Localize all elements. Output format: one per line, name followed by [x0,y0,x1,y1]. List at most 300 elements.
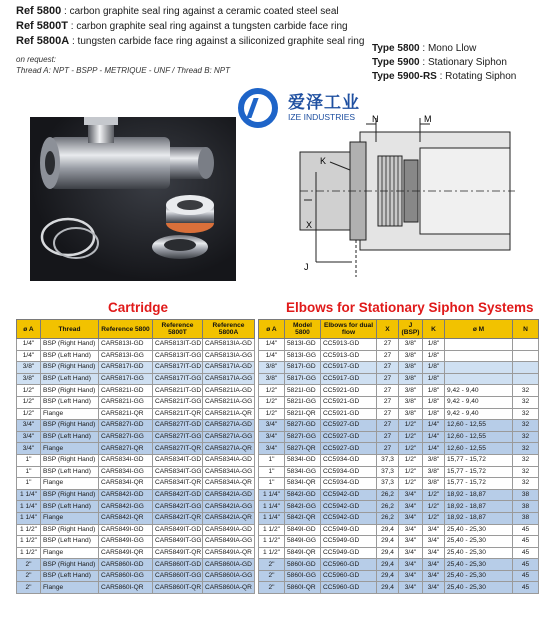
table-cell: 3/8" [17,373,41,385]
table-cell: CAR5834I-GG [99,466,153,478]
table-cell: CAR5821I-GD [99,385,153,397]
table-cell: CC5942-GD [321,501,377,513]
table-cell: CAR5834IA-QR [203,478,255,490]
table-cell: Flange [41,408,99,420]
table-cell: CAR5860I-GG [99,570,153,582]
table-cell: CC5921-GD [321,408,377,420]
cartridge-title: Cartridge [108,300,169,315]
col-header: K [423,320,445,339]
table-cell: 12,60 - 12,55 [445,420,513,432]
label-x: X [306,220,313,230]
table-cell: 1/2" [399,478,423,490]
table-cell: 27 [377,350,399,362]
table-cell: 29,4 [377,547,399,559]
table-cell: 5817I-GG [285,373,321,385]
table-row [17,420,539,432]
col-header: ø M [445,320,513,339]
table-cell: 27 [377,443,399,455]
table-cell: CAR5849IA-GD [203,524,255,536]
col-header: Reference 5800T [153,320,203,339]
table-cell: BSP (Left Hand) [41,570,99,582]
table-cell: CAR5813I-GG [99,350,153,362]
table-cell: CAR5817IT-GG [153,373,203,385]
table-cell: CC5942-GD [321,489,377,501]
ref-line-5800: Ref 5800 : carbon graphite seal ring against a ceramic coated steel seal [16,5,339,17]
logo-english-name: IZE INDUSTRIES [288,112,356,122]
table-cell: 1/2" [399,443,423,455]
table-cell: CAR5834IT-GD [153,454,203,466]
table-cell: 2" [17,559,41,571]
table-cell: BSP (Right Hand) [41,559,99,571]
table-cell: CAR5821IT-QR [153,408,203,420]
table-cell: CAR5842IT-GG [153,501,203,513]
table-cell: 5860I-GG [285,570,321,582]
product-table [16,319,539,594]
table-cell: 18,92 - 18,87 [445,512,513,524]
table-row [17,396,539,408]
table-cell: 1/2" [17,385,41,397]
product-photo [30,117,236,281]
table-cell: CAR5834I-GD [99,454,153,466]
table-cell: 25,40 - 25,30 [445,547,513,559]
table-row [17,559,539,571]
table-body [17,339,539,594]
table-cell: 27 [377,362,399,374]
table-cell: 32 [513,478,539,490]
label-j: J [304,262,309,272]
table-cell: 5849I-GG [285,536,321,548]
col-header: Reference 5800 [99,320,153,339]
table-cell: Flange [41,582,99,594]
table-cell: 3/4" [423,582,445,594]
table-cell: CAR5842IA-QR [203,512,255,524]
table-cell: 1/4" [423,431,445,443]
table-cell: 15,77 - 15,72 [445,466,513,478]
table-cell: 3/4" [399,547,423,559]
table-cell: Flange [41,547,99,559]
table-cell: CC5921-GD [321,385,377,397]
table-row [17,362,539,374]
table-cell: 25,40 - 25,30 [445,559,513,571]
logo-chinese-name: 爱泽工业 [288,93,360,112]
table-cell: 1/8" [423,385,445,397]
table-cell: CAR5860IA-QR [203,582,255,594]
table-cell: BSP (Left Hand) [41,501,99,513]
table-cell: CAR5827IT-GD [153,420,203,432]
table-cell: 3/4" [17,420,41,432]
table-cell: CAR5849I-QR [99,547,153,559]
table-cell: 5821I-GD [285,385,321,397]
table-cell: CAR5827I-GD [99,420,153,432]
table-row [17,385,539,397]
table-cell: 26,2 [377,501,399,513]
table-cell: 26,2 [377,489,399,501]
table-row [17,408,539,420]
table-cell: 37,3 [377,454,399,466]
table-cell: 25,40 - 25,30 [445,536,513,548]
table-cell: 3/8" [259,373,285,385]
table-cell: 9,42 - 9,40 [445,385,513,397]
table-cell: 32 [513,431,539,443]
table-cell: CC5913-GD [321,350,377,362]
table-cell: 3/4" [423,547,445,559]
table-cell: 1 1/4" [17,501,41,513]
table-cell: CAR5834IT-GG [153,466,203,478]
table-cell: 3/4" [399,501,423,513]
table-cell: 1 1/2" [17,547,41,559]
table-cell: 29,4 [377,582,399,594]
table-cell: 45 [513,582,539,594]
table-cell: 1/2" [399,466,423,478]
table-cell: 38 [513,489,539,501]
table-cell: BSP (Left Hand) [41,373,99,385]
table-cell: 5817I-GD [285,362,321,374]
table-cell: 5842I-GG [285,501,321,513]
table-cell: BSP (Right Hand) [41,420,99,432]
table-cell: 27 [377,396,399,408]
ref-line-5800t: Ref 5800T : carbon graphite seal ring against a tungsten carbide face ring [16,20,348,32]
table-cell: CAR5817IA-GG [203,373,255,385]
type-5800: Type 5800 : Mono Llow [372,43,477,54]
table-cell: 1 1/2" [259,536,285,548]
table-cell: CAR5813IA-GG [203,350,255,362]
table-cell: CAR5842I-QR [99,512,153,524]
col-header: Thread [41,320,99,339]
type-5900: Type 5900 : Stationary Siphon [372,57,507,68]
table-cell: 1/2" [423,512,445,524]
table-cell: CAR5817I-GG [99,373,153,385]
table-cell: CAR5834IA-GG [203,466,255,478]
table-row [17,512,539,524]
table-cell: 3/8" [399,339,423,351]
col-header: Model 5800 [285,320,321,339]
table-cell: CC5949-GD [321,547,377,559]
table-cell: CAR5821IT-GG [153,396,203,408]
table-cell: 5842I-GD [285,489,321,501]
table-cell: 3/4" [423,524,445,536]
col-header: X [377,320,399,339]
table-cell: CAR5860I-QR [99,582,153,594]
label-n: N [372,114,379,124]
table-row [17,489,539,501]
table-cell: 1/8" [423,350,445,362]
table-cell: 3/4" [259,443,285,455]
table-cell [445,373,513,385]
table-cell: CAR5821IT-GD [153,385,203,397]
table-cell: CC5934-GD [321,466,377,478]
table-cell: CC5917-GD [321,373,377,385]
table-cell: 27 [377,408,399,420]
table-cell: 45 [513,547,539,559]
table-cell: CC5913-GD [321,339,377,351]
table-cell: 3/8" [399,362,423,374]
table-cell [445,362,513,374]
table-cell: 1/8" [423,396,445,408]
table-cell: 1/2" [259,396,285,408]
table-cell: BSP (Left Hand) [41,536,99,548]
table-cell: 37,3 [377,478,399,490]
table-row [17,536,539,548]
table-cell: 5813I-GG [285,350,321,362]
table-cell: CAR5813I-GD [99,339,153,351]
table-cell: BSP (Right Hand) [41,385,99,397]
table-cell: 3/4" [17,443,41,455]
table-cell: 9,42 - 9,40 [445,396,513,408]
table-cell: 1 1/4" [259,512,285,524]
table-cell: CAR5849IT-GD [153,524,203,536]
table-cell: 5842I-QR [285,512,321,524]
logo-mark-icon [238,88,278,128]
table-cell: CAR5849IA-QR [203,547,255,559]
table-row [17,454,539,466]
table-row [17,431,539,443]
table-cell: CAR5849IT-GG [153,536,203,548]
table-cell: 29,4 [377,524,399,536]
table-cell: CAR5860I-GD [99,559,153,571]
table-cell: CAR5813IA-GD [203,339,255,351]
table-cell: 3/4" [17,431,41,443]
table-cell: 3/8" [399,350,423,362]
table-cell: 3/4" [423,559,445,571]
table-cell: 5860I-QR [285,582,321,594]
table-cell: 1/4" [17,339,41,351]
table-cell: 32 [513,454,539,466]
table-cell: CC5927-GD [321,420,377,432]
table-cell: CC5927-GD [321,443,377,455]
table-cell: CC5921-GD [321,396,377,408]
table-cell: 5849I-QR [285,547,321,559]
table-cell: CAR5827IA-GG [203,431,255,443]
table-cell: Flange [41,512,99,524]
table-cell: 1/2" [423,501,445,513]
table-cell: 15,77 - 15,72 [445,478,513,490]
table-cell: CAR5813IT-GD [153,339,203,351]
table-cell: CAR5821I-GG [99,396,153,408]
table-row [17,582,539,594]
table-cell: 1 1/4" [17,489,41,501]
table-cell: 1/2" [423,489,445,501]
table-cell: BSP (Right Hand) [41,489,99,501]
table-cell: CAR5849I-GD [99,524,153,536]
table-cell: 18,92 - 18,87 [445,501,513,513]
table-cell: 1/2" [17,396,41,408]
table-cell: 38 [513,512,539,524]
table-cell: 3/8" [399,408,423,420]
table-cell: 27 [377,385,399,397]
table-cell: 5827I-GD [285,420,321,432]
table-cell: CAR5827I-GG [99,431,153,443]
table-cell: BSP (Right Hand) [41,339,99,351]
table-cell: 1 1/2" [259,524,285,536]
table-cell: 1/2" [259,385,285,397]
table-cell: CAR5860IT-GD [153,559,203,571]
table-cell: CC5960-GD [321,559,377,571]
table-cell: CAR5842I-GD [99,489,153,501]
table-cell: CAR5817IT-GD [153,362,203,374]
table-cell: 3/4" [399,536,423,548]
table-cell: 5834I-GD [285,454,321,466]
col-header: J (BSP) [399,320,423,339]
table-cell: CC5934-GD [321,478,377,490]
table-cell: Flange [41,443,99,455]
table-row [17,478,539,490]
table-cell: 5834I-GG [285,466,321,478]
thread-options: Thread A: NPT - BSPP - METRIQUE - UNF / Thread B: NPT [16,66,230,75]
table-cell: 5834I-QR [285,478,321,490]
table-cell: 3/4" [399,524,423,536]
table-cell: 32 [513,396,539,408]
table-cell: 3/8" [17,362,41,374]
table-cell: 1" [17,466,41,478]
table-cell: CC5960-GD [321,582,377,594]
table-cell: 2" [259,582,285,594]
table-cell: 3/4" [399,582,423,594]
col-header: ø A [17,320,41,339]
table-cell: 1 1/4" [259,501,285,513]
table-row [17,570,539,582]
table-cell: CAR5827IT-QR [153,443,203,455]
table-cell: CAR5817I-GD [99,362,153,374]
table-cell: CAR5842IT-GD [153,489,203,501]
table-cell: 1 1/4" [259,489,285,501]
table-cell: 3/4" [259,431,285,443]
col-header: Reference 5800A [203,320,255,339]
table-cell: 5827I-GG [285,431,321,443]
table-row [17,339,539,351]
table-cell: CC5927-GD [321,431,377,443]
table-row [17,443,539,455]
table-cell: CAR5842IT-QR [153,512,203,524]
table-cell [445,339,513,351]
table-cell: 1/2" [17,408,41,420]
table-cell: 1" [17,454,41,466]
table-cell: 1/8" [423,373,445,385]
table-cell: 1/4" [423,443,445,455]
table-cell: 1/2" [399,420,423,432]
table-cell: 3/4" [399,559,423,571]
table-cell: 3/8" [423,466,445,478]
table-cell [513,339,539,351]
table-cell: 2" [259,570,285,582]
table-cell: 3/8" [399,373,423,385]
table-cell: 1" [17,478,41,490]
table-cell [513,362,539,374]
reference-list [16,4,364,49]
table-cell: 1" [259,454,285,466]
table-row [17,373,539,385]
table-cell: CAR5817IA-GD [203,362,255,374]
table-cell: 3/8" [423,478,445,490]
table-cell: CAR5860IA-GG [203,570,255,582]
type-list [372,42,516,84]
table-cell: 1/8" [423,408,445,420]
table-cell: CAR5834I-QR [99,478,153,490]
table-cell: CAR5842IA-GG [203,501,255,513]
table-cell: 45 [513,570,539,582]
table-cell: 45 [513,524,539,536]
table-cell: 12,60 - 12,55 [445,443,513,455]
table-cell: Flange [41,478,99,490]
ref-line-5800a: Ref 5800A : tungsten carbide face ring against a siliconized graphite seal ring [16,35,365,47]
table-cell: CAR5834IT-QR [153,478,203,490]
table-cell: CAR5813IT-GG [153,350,203,362]
table-cell [445,350,513,362]
table-cell [513,373,539,385]
table-cell: 3/4" [423,570,445,582]
table-cell: 27 [377,373,399,385]
table-cell: CC5917-GD [321,362,377,374]
request-note [16,54,230,76]
table-cell: 1/4" [259,339,285,351]
table-cell: CAR5860IT-QR [153,582,203,594]
table-cell: 12,60 - 12,55 [445,431,513,443]
table-cell: 1/8" [423,339,445,351]
table-cell: CAR5860IA-GD [203,559,255,571]
col-header: N [513,320,539,339]
table-cell: BSP (Left Hand) [41,466,99,478]
table-cell: BSP (Right Hand) [41,524,99,536]
table-cell: CAR5842IA-GD [203,489,255,501]
table-cell: 45 [513,559,539,571]
table-cell: 1 1/2" [259,547,285,559]
table-cell: 3/8" [423,454,445,466]
table-cell: CC5949-GD [321,536,377,548]
table-cell: CAR5849I-GG [99,536,153,548]
table-row [17,350,539,362]
table-cell: 32 [513,466,539,478]
table-cell: 9,42 - 9,40 [445,408,513,420]
technical-drawing [290,112,520,284]
table-cell: 32 [513,385,539,397]
table-cell: 32 [513,420,539,432]
table-row [17,501,539,513]
table-cell: CAR5827IA-QR [203,443,255,455]
table-cell: 25,40 - 25,30 [445,582,513,594]
table-cell [513,350,539,362]
table-cell: 1" [259,478,285,490]
table-cell: 2" [17,570,41,582]
table-cell: 5821I-QR [285,408,321,420]
table-cell: 1 1/2" [17,524,41,536]
table-cell: 3/4" [259,420,285,432]
table-cell: 15,77 - 15,72 [445,454,513,466]
request-label: on request: [16,55,57,64]
table-cell: CAR5827IA-GD [203,420,255,432]
table-row [17,524,539,536]
table-cell: 38 [513,501,539,513]
table-cell: 18,92 - 18,87 [445,489,513,501]
rotary-union-photo-icon [30,117,236,281]
table-cell: 1 1/4" [17,512,41,524]
table-cell: 3/4" [423,536,445,548]
table-cell: 29,4 [377,570,399,582]
table-cell: CAR5827IT-GG [153,431,203,443]
table-cell: 3/4" [399,489,423,501]
table-header-row [17,320,539,339]
table-cell: 1/4" [17,350,41,362]
table-cell: 3/8" [259,362,285,374]
table-cell: CAR5860IT-GG [153,570,203,582]
table-cell: CAR5842I-GG [99,501,153,513]
table-cell: CAR5849IA-GG [203,536,255,548]
table-cell: CAR5821IA-QR [203,408,255,420]
elbows-title: Elbows for Stationary Siphon Systems [286,300,534,315]
table-cell: BSP (Right Hand) [41,454,99,466]
table-cell: CAR5821IA-GG [203,396,255,408]
table-cell: CAR5834IA-GD [203,454,255,466]
table-cell: 32 [513,443,539,455]
col-header: Elbows for dual flow [321,320,377,339]
